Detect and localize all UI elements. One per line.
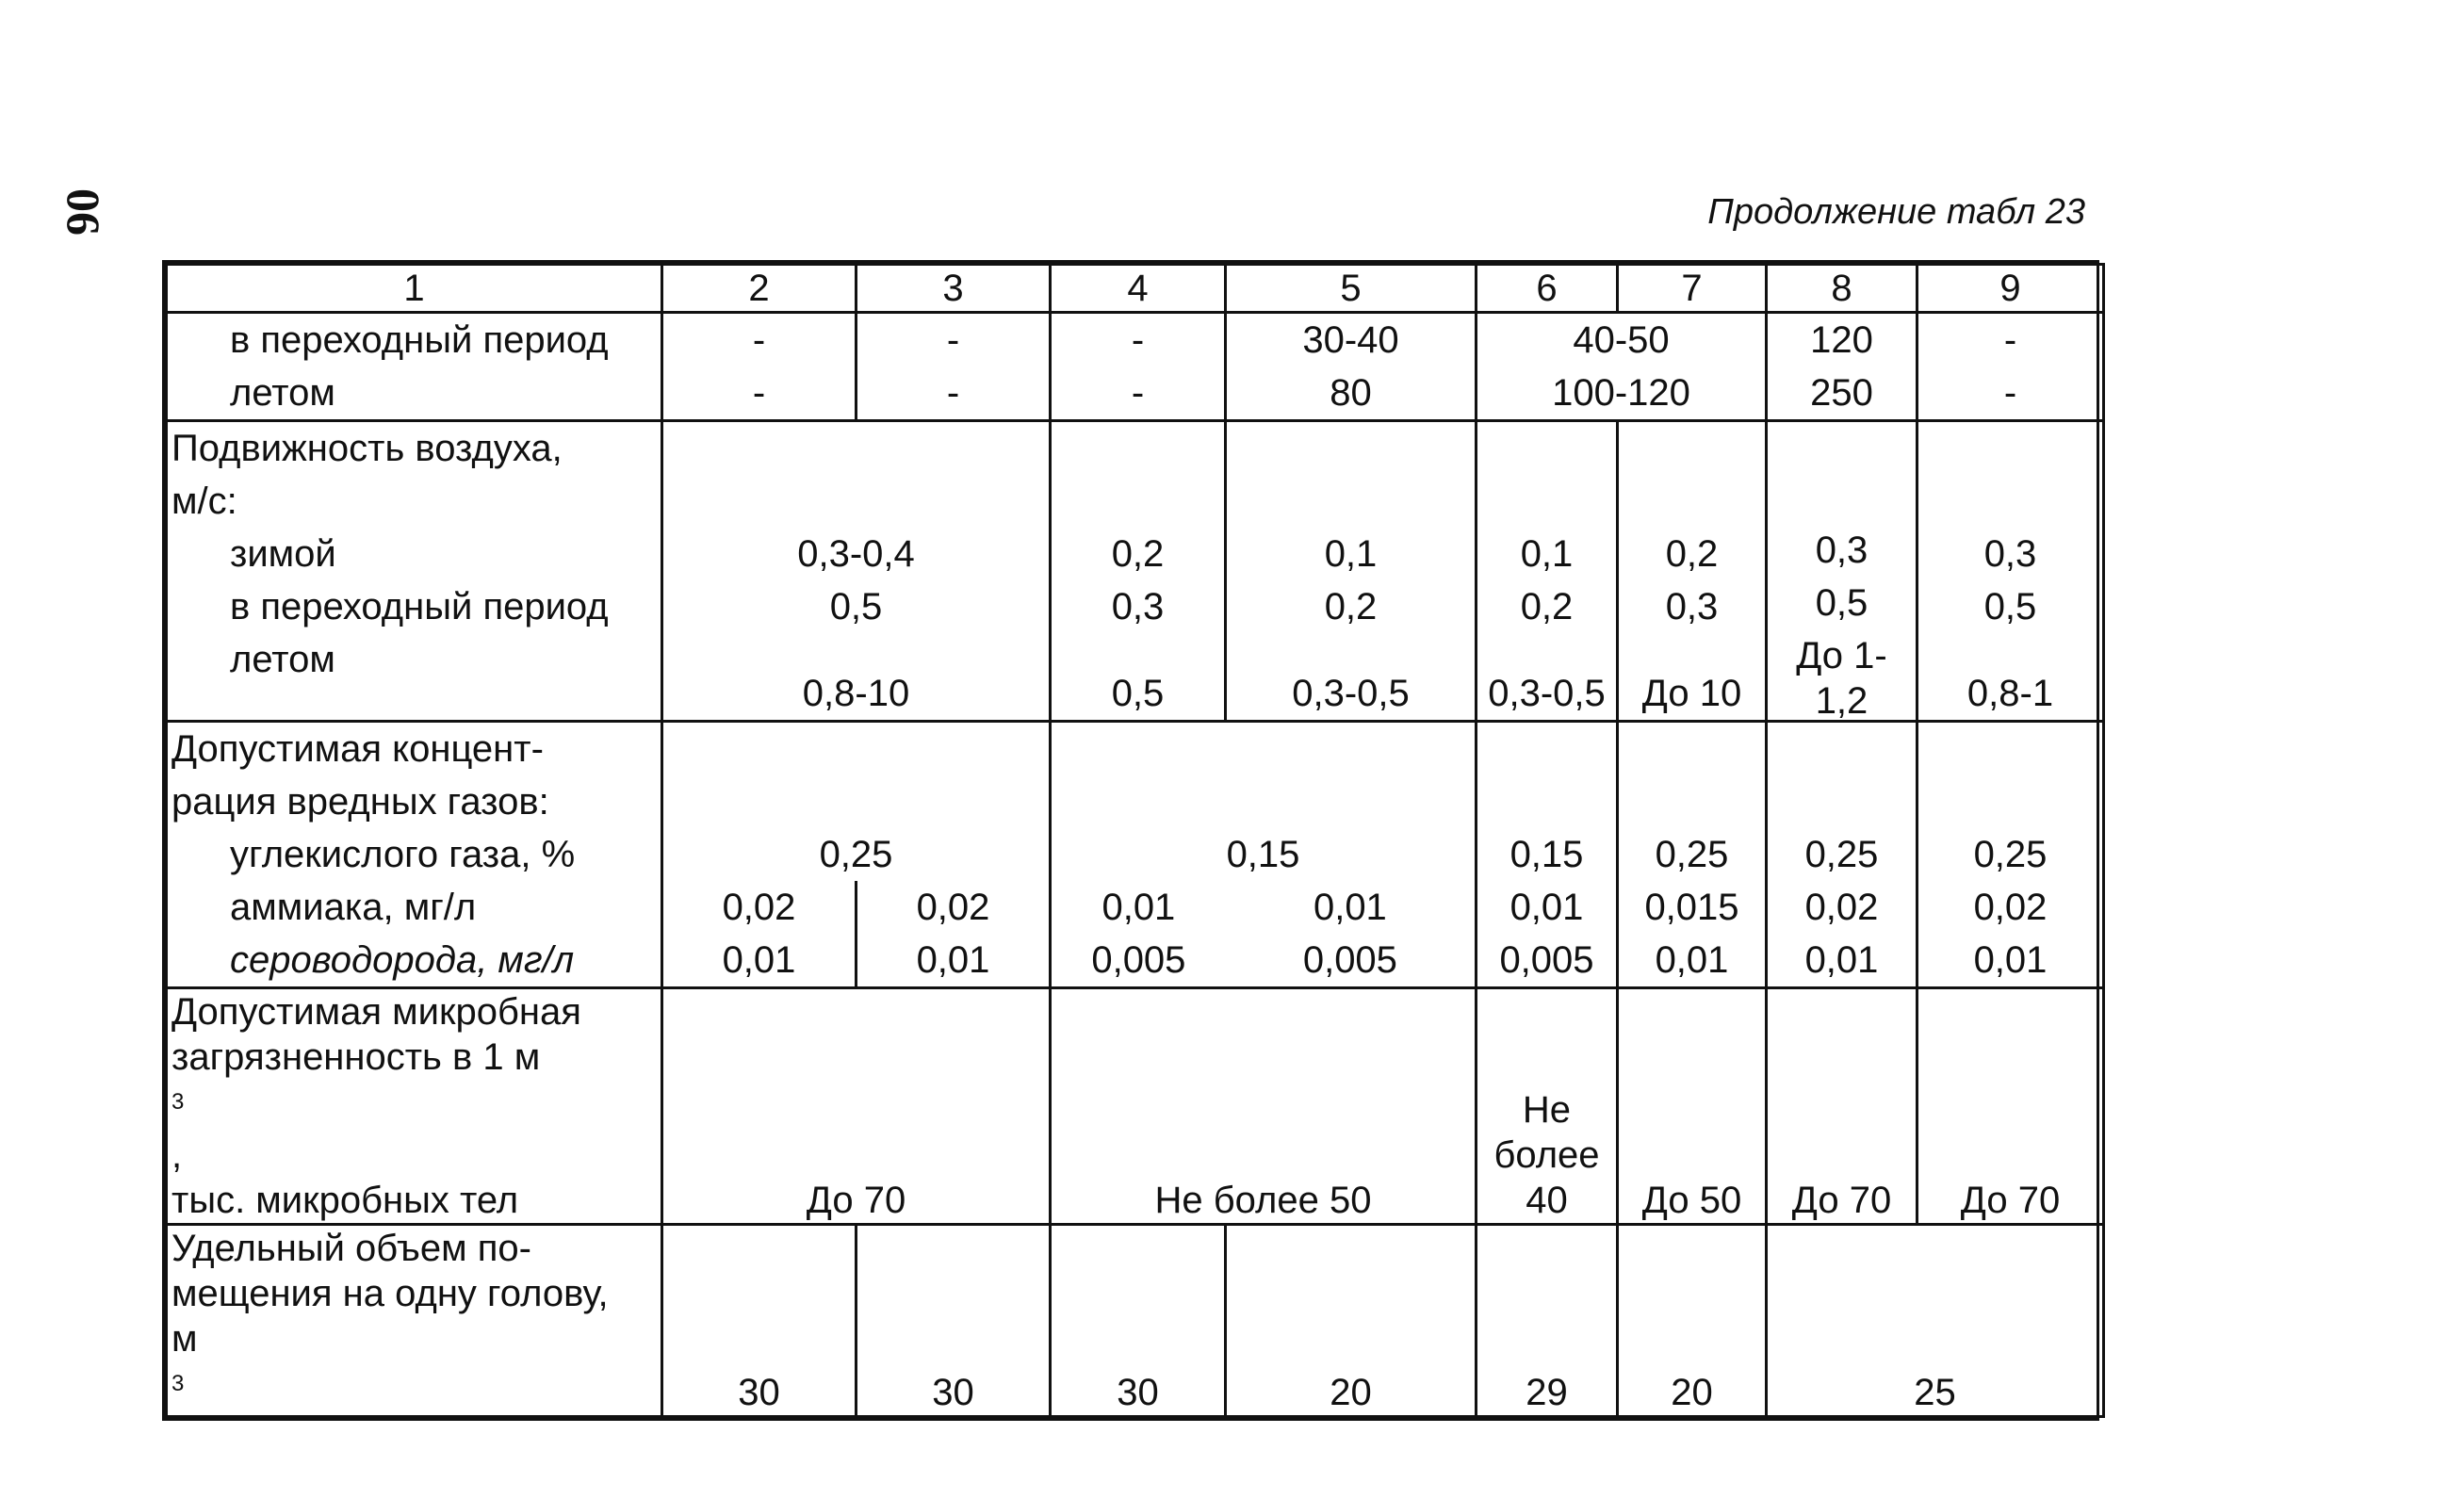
cell-c45 — [1051, 722, 1477, 988]
value: 0,25 — [1973, 834, 2048, 875]
value: 0,01 — [722, 939, 796, 981]
header-row — [167, 265, 2104, 313]
value: 40 — [1526, 1180, 1568, 1222]
cell-c6 — [1477, 421, 1618, 722]
cell-c4 — [1051, 421, 1226, 722]
text: м — [171, 1318, 198, 1361]
cell-c67 — [1477, 313, 1767, 421]
value: 0,2 — [1520, 586, 1574, 627]
air-title-2: м/с: — [171, 481, 237, 522]
volume-line-3 — [171, 1316, 661, 1414]
value: 0,8-10 — [802, 673, 910, 714]
cell-c7: До 50 — [1618, 988, 1767, 1225]
value: 0,5 — [1983, 586, 2037, 627]
cell-c3 — [857, 313, 1051, 421]
label-co2: углекислого газа, % — [230, 834, 576, 875]
cell-c7 — [1618, 722, 1767, 988]
microbial-line-3: тыс. микробных тел — [171, 1180, 519, 1222]
value: 0,25 — [1804, 834, 1879, 875]
value: 100-120 — [1552, 372, 1690, 414]
value: 0,02 — [1973, 887, 2048, 928]
value: До 10 — [1641, 673, 1742, 714]
table-row-air-mobility — [167, 421, 2104, 722]
value: 0,01 — [855, 934, 1049, 986]
microbial-labels — [167, 988, 662, 1225]
value: 0,02 — [1804, 887, 1879, 928]
cell-c6: 29 — [1477, 1225, 1618, 1416]
cell-c2: 30 — [662, 1225, 857, 1416]
text: загрязненность в 1 м — [171, 1036, 541, 1078]
header-cell-1: 1 — [167, 265, 662, 313]
value: 80 — [1330, 372, 1372, 414]
value: 0,15 — [1226, 834, 1300, 875]
data-table — [162, 260, 2099, 1421]
value: 0,01 — [1509, 887, 1584, 928]
value: - — [752, 372, 766, 414]
label-h2s: сероводорода, мг/л — [230, 939, 575, 981]
value: 0,02 — [722, 887, 796, 928]
cell-c9 — [1917, 421, 2104, 722]
value: 0,2 — [1324, 586, 1378, 627]
header-cell-4: 4 — [1051, 265, 1226, 313]
superscript: 3 — [171, 1371, 185, 1397]
cell-c3: 30 — [857, 1225, 1051, 1416]
value: 1,2 — [1815, 680, 1868, 722]
microbial-line-1: Допустимая микробная — [171, 991, 581, 1033]
gas-labels — [167, 722, 662, 988]
header-cell-2: 2 — [662, 265, 857, 313]
value: 40-50 — [1573, 319, 1670, 361]
value: 0,15 — [1509, 834, 1584, 875]
value: 0,3 — [1665, 586, 1719, 627]
volume-line-2: мещения на одну голову, — [171, 1273, 609, 1315]
table-row-gas — [167, 722, 2104, 988]
cell-c4: 30 — [1051, 1225, 1226, 1416]
value: 0,25 — [1655, 834, 1729, 875]
value: 0,3-0,4 — [797, 533, 915, 575]
superscript: 3 — [171, 1089, 185, 1115]
cell-c8 — [1767, 313, 1917, 421]
value: более — [1493, 1134, 1600, 1177]
value: 120 — [1810, 319, 1873, 361]
value: 0,3 — [1111, 586, 1165, 627]
label-transition: в переходный период — [230, 319, 609, 361]
text: , — [171, 1134, 183, 1177]
value: 0,8-1 — [1966, 673, 2054, 714]
gas-title-1: Допустимая концент- — [171, 728, 544, 770]
value: - — [946, 372, 960, 414]
value: 250 — [1810, 372, 1873, 414]
value: 0,02 — [855, 881, 1049, 934]
value: - — [946, 319, 960, 361]
cell-c6 — [1477, 988, 1618, 1225]
header-cell-3: 3 — [857, 265, 1051, 313]
value: 0,01 — [1313, 887, 1387, 928]
table-row-volume — [167, 1225, 2104, 1416]
value: 0,1 — [1324, 533, 1378, 575]
page-number: 06 — [57, 188, 110, 236]
cell-c89: 25 — [1767, 1225, 2104, 1416]
value: 0,5 — [1111, 673, 1165, 714]
cell-c7 — [1618, 421, 1767, 722]
header-cell-9: 9 — [1917, 265, 2104, 313]
value: - — [1131, 319, 1145, 361]
label-winter: зимой — [230, 533, 336, 575]
cell-c8: До 70 — [1767, 988, 1917, 1225]
value: 0,005 — [1302, 939, 1397, 981]
cell-c8 — [1767, 722, 1917, 988]
table-row-temperature — [167, 313, 2104, 421]
cell-c9 — [1917, 313, 2104, 421]
cell-c5 — [1226, 421, 1477, 722]
label-summer: летом — [230, 372, 335, 414]
header-cell-5: 5 — [1226, 265, 1477, 313]
cell-c4 — [1051, 313, 1226, 421]
value: 0,01 — [1804, 939, 1879, 981]
value: 0,3 — [1815, 530, 1868, 571]
volume-line-1: Удельный объем по- — [171, 1228, 531, 1270]
value: 0,005 — [1499, 939, 1594, 981]
value: - — [1131, 372, 1145, 414]
table-row-microbial — [167, 988, 2104, 1225]
header-cell-8: 8 — [1767, 265, 1917, 313]
table-caption: Продолжение табл 23 — [1707, 192, 2085, 232]
value: 0,1 — [1520, 533, 1574, 575]
header-cell-7: 7 — [1618, 265, 1767, 313]
value: - — [2003, 372, 2017, 414]
value: Не — [1522, 1089, 1572, 1132]
value: 0,5 — [829, 586, 883, 627]
gas-title-2: рация вредных газов: — [171, 781, 549, 823]
cell-c8 — [1767, 421, 1917, 722]
label-nh3: аммиака, мг/л — [230, 887, 477, 928]
value: 0,5 — [1815, 582, 1868, 624]
cell-c23 — [662, 421, 1051, 722]
value: 30-40 — [1302, 319, 1399, 361]
cell-c9 — [1917, 722, 2104, 988]
microbial-line-2 — [171, 1035, 661, 1178]
value: - — [2003, 319, 2017, 361]
cell-c6 — [1477, 722, 1618, 988]
value: 0,3 — [1983, 533, 2037, 575]
cell-c2 — [662, 313, 857, 421]
label-transition: в переходный период — [230, 586, 609, 627]
value: 0,01 — [1973, 939, 2048, 981]
value: 0,01 — [1655, 939, 1729, 981]
cell-c7: 20 — [1618, 1225, 1767, 1416]
value: - — [752, 319, 766, 361]
cell-c9: До 70 — [1917, 988, 2104, 1225]
air-labels — [167, 421, 662, 722]
cell-c23: До 70 — [662, 988, 1051, 1225]
value: До 1- — [1796, 635, 1887, 676]
value: 0,2 — [1665, 533, 1719, 575]
value: 0,3-0,5 — [1488, 673, 1606, 714]
header-cell-6: 6 — [1477, 265, 1618, 313]
value: 0,25 — [819, 834, 893, 875]
air-title-1: Подвижность воздуха, — [171, 428, 563, 469]
value: 0,005 — [1091, 939, 1186, 981]
value: 0,01 — [1101, 887, 1176, 928]
label-summer: летом — [230, 639, 335, 680]
cell-c45: Не более 50 — [1051, 988, 1477, 1225]
cell-c5 — [1226, 313, 1477, 421]
value: 0,3-0,5 — [1292, 673, 1410, 714]
value: 0,015 — [1644, 887, 1739, 928]
cell-c23 — [662, 722, 1051, 988]
volume-labels — [167, 1225, 662, 1416]
cell-c5: 20 — [1226, 1225, 1477, 1416]
value: 0,2 — [1111, 533, 1165, 575]
temperature-labels — [167, 313, 662, 421]
